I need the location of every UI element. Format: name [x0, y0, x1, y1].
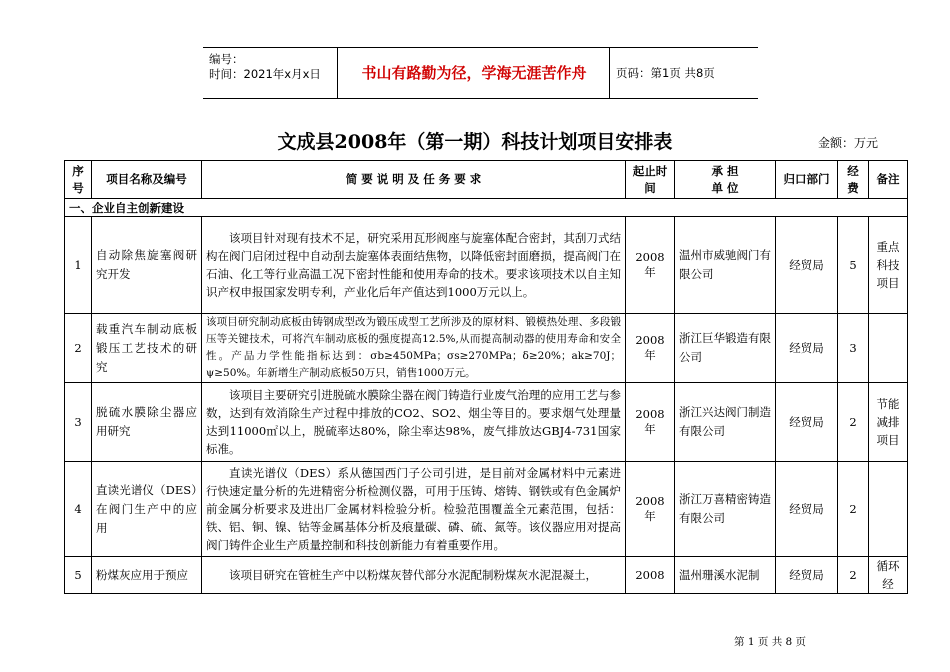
header-meta	[203, 48, 338, 98]
row-desc: 该项目研究在管桩生产中以粉煤灰替代部分水泥配制粉煤灰水泥混凝土，	[202, 557, 626, 594]
table-row	[65, 314, 908, 383]
header-slogan: 书山有路勤为径，学海无涯苦作舟	[339, 48, 610, 98]
row-dept: 经贸局	[776, 314, 838, 383]
row-note: 循环经	[869, 557, 908, 594]
row-name: 粉煤灰应用于预应	[92, 557, 202, 594]
row-org: 温州市威驰阀门有限公司	[675, 217, 776, 314]
col-org: 承 担 单 位	[675, 161, 776, 199]
row-seq: 3	[65, 383, 92, 462]
row-note: 节能减排项目	[869, 383, 908, 462]
col-name: 项目名称及编号	[92, 161, 202, 199]
time-label: 时间：2021年x月x日	[209, 67, 321, 81]
row-start: 2008年	[626, 383, 675, 462]
row-dept: 经贸局	[776, 462, 838, 557]
row-note	[869, 314, 908, 383]
row-note	[869, 462, 908, 557]
section-row	[65, 199, 908, 217]
row-dept: 经贸局	[776, 557, 838, 594]
row-start: 2008	[626, 557, 675, 594]
number-label: 编号：	[209, 52, 244, 66]
amount-unit: 金额：万元	[818, 136, 879, 150]
col-dept: 归口部门	[776, 161, 838, 199]
col-fund: 经费	[838, 161, 869, 199]
project-table	[64, 160, 908, 594]
row-org: 浙江兴达阀门制造有限公司	[675, 383, 776, 462]
table-header-row	[65, 161, 908, 199]
row-fund: 3	[838, 314, 869, 383]
row-name: 脱硫水膜除尘器应用研究	[92, 383, 202, 462]
row-seq: 2	[65, 314, 92, 383]
section-title: 一、企业自主创新建设	[65, 199, 908, 217]
row-desc: 该项目研究制动底板由铸钢成型改为锻压成型工艺所涉及的原材料、锻模热处理、多段锻压等关键技术，可将汽车制动底板的强度提高12.5%,从而提高制动器的使用寿命和安全性。产品力学性能指标达到：σb≥450MPa；σs≥270MPa；δ≥20%；ak≥70J；ψ≥50%。年新增生产制动底板50万只，销售1000万元。	[202, 314, 626, 383]
page-footer: 第 1 页 共 8 页	[734, 636, 807, 648]
row-dept: 经贸局	[776, 383, 838, 462]
row-dept: 经贸局	[776, 217, 838, 314]
row-name: 直读光谱仪（DES）在阀门生产中的应用	[92, 462, 202, 557]
row-name: 载重汽车制动底板锻压工艺技术的研究	[92, 314, 202, 383]
header-page-label: 页码：第1页 共8页	[616, 66, 715, 80]
row-fund: 2	[838, 557, 869, 594]
row-start: 2008年	[626, 462, 675, 557]
table-row	[65, 383, 908, 462]
col-seq: 序号	[65, 161, 92, 199]
col-start: 起止时间	[626, 161, 675, 199]
row-org: 浙江万喜精密铸造有限公司	[675, 462, 776, 557]
row-seq: 1	[65, 217, 92, 314]
row-org: 浙江巨华锻造有限公司	[675, 314, 776, 383]
table-row	[65, 462, 908, 557]
page-title: 文成县2008年（第一期）科技计划项目安排表	[277, 131, 673, 153]
col-desc: 简 要 说 明 及 任 务 要 求	[202, 161, 626, 199]
row-seq: 4	[65, 462, 92, 557]
row-fund: 2	[838, 383, 869, 462]
row-name: 自动除焦旋塞阀研究开发	[92, 217, 202, 314]
row-org: 温州珊溪水泥制	[675, 557, 776, 594]
row-desc: 该项目针对现有技术不足，研究采用瓦形阀座与旋塞体配合密封，其刮刀式结构在阀门启闭过程中自动刮去旋塞体表面结焦物，以降低密封面磨损，提高阀门在石油、化工等行业高温工况下密封性能和使用寿命的技术。要求该项技术以自主知识产权申报国家发明专利，产业化后年产值达到1000万元以上。	[202, 217, 626, 314]
row-start: 2008年	[626, 314, 675, 383]
document-header	[203, 47, 758, 99]
col-note: 备注	[869, 161, 908, 199]
table-row	[65, 557, 908, 594]
row-fund: 2	[838, 462, 869, 557]
row-start: 2008年	[626, 217, 675, 314]
row-seq: 5	[65, 557, 92, 594]
table-row	[65, 217, 908, 314]
row-fund: 5	[838, 217, 869, 314]
row-desc: 该项目主要研究引进脱硫水膜除尘器在阀门铸造行业废气治理的应用工艺与参数，达到有效消除生产过程中排放的CO2、SO2、烟尘等目的。要求烟气处理量达到11000㎡以上，脱硫率达80%，除尘率达98%，废气排放达GBJ4-731国家标准。	[202, 383, 626, 462]
row-desc: 直读光谱仪（DES）系从德国西门子公司引进，是目前对金属材料中元素进行快速定量分析的先进精密分析检测仪器，可用于压铸、熔铸、钢铁或有色金属炉前金属分析要求及进出厂金属材料检验分析。检验范围覆盖全元素范围，包括：铁、铝、铜、镍、钴等金属基体分析及痕量碳、磷、硫、氮等。该仪器应用对提高阀门铸件企业生产质量控制和科技创新能力有着重要作用。	[202, 462, 626, 557]
row-note: 重点科技项目	[869, 217, 908, 314]
